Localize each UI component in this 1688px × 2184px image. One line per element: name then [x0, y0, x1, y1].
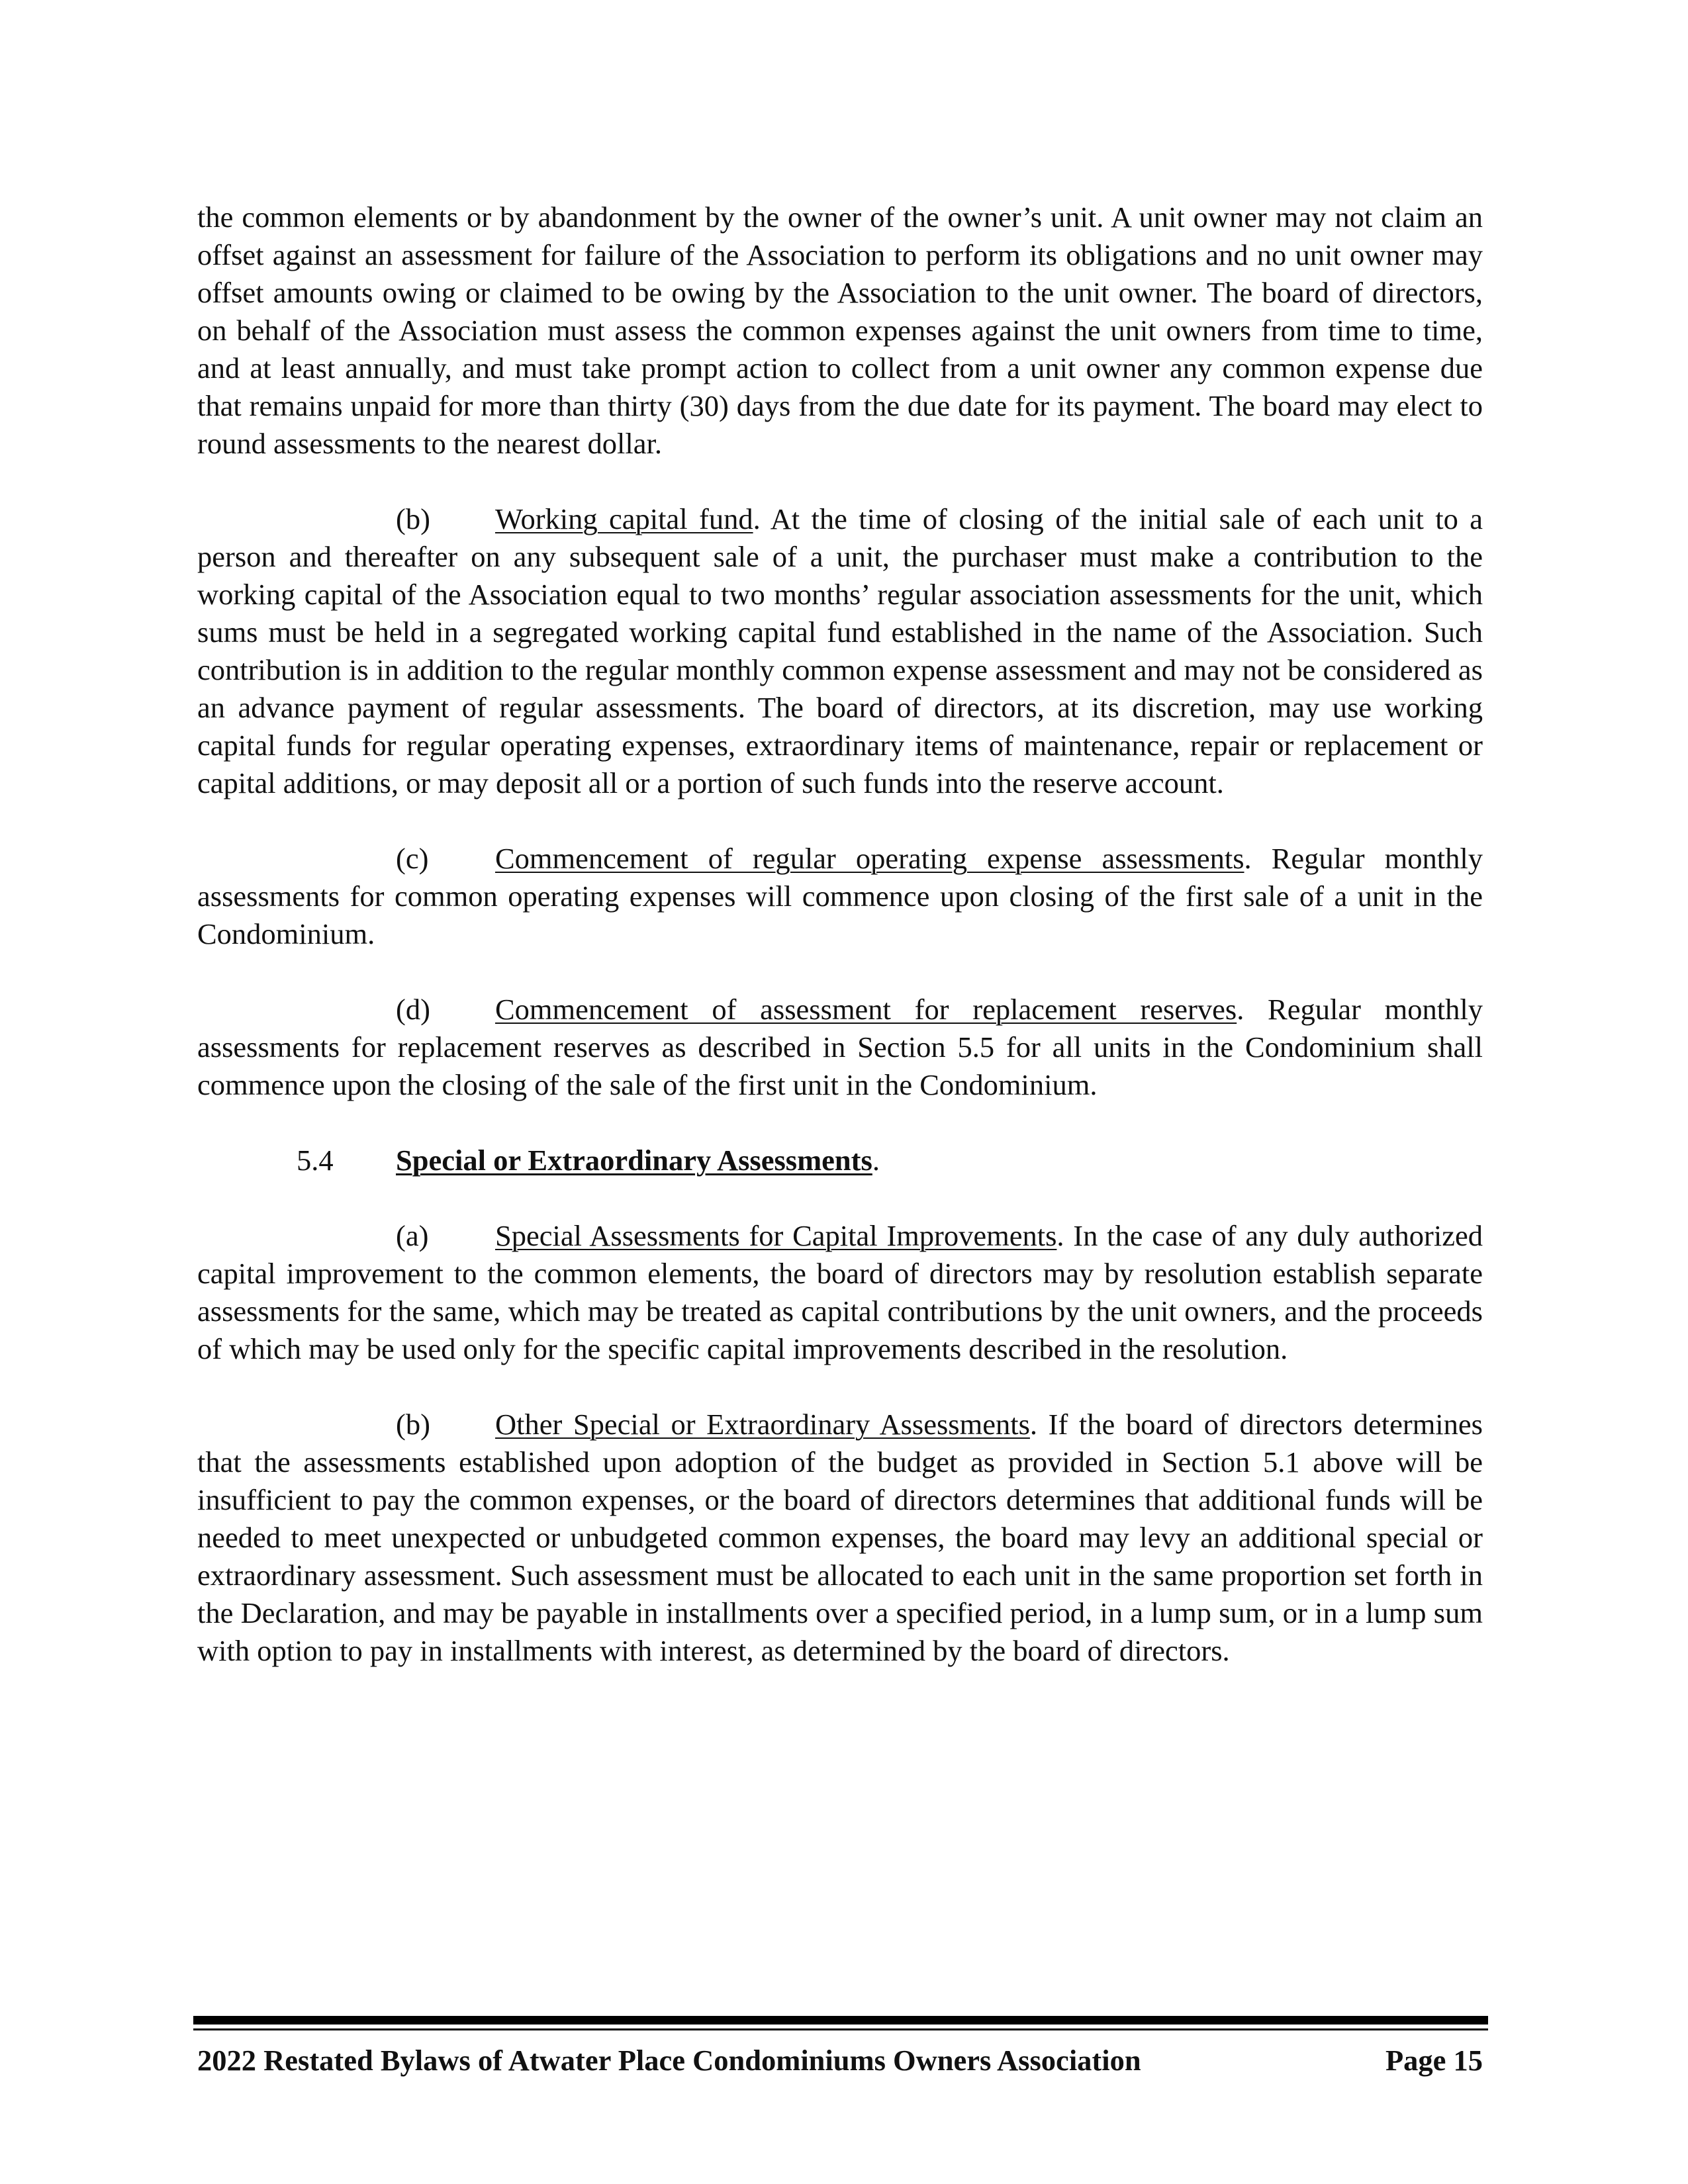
subsection-text: . In the case of any duly authorized capital improvement to the common elements, the board of directors may by resolution establish separate assessments for the same, which may be treated as capital contributions by the unit owners, and the proceeds of which may be used only for the specific capital improvements described in the resolution.: [197, 1219, 1483, 1365]
section-title: Special or Extraordinary Assessments: [396, 1144, 872, 1177]
document-page: [197, 199, 1483, 1670]
page-number: Page 15: [1385, 2044, 1483, 2077]
subsection-text: . Regular monthly assessments for replacement reserves as described in Section 5.5 for all units in the Condominium shall commence upon the closing of the sale of the first unit in the Condominium.: [197, 993, 1483, 1101]
footer-rule-thick: [193, 2016, 1488, 2025]
paragraph-capital-improvements: [197, 1217, 1483, 1368]
footer-title: 2022 Restated Bylaws of Atwater Place Condominiums Owners Association: [197, 2044, 1141, 2077]
enum-label: (b): [396, 1408, 430, 1441]
paragraph-replacement-reserves: [197, 991, 1483, 1104]
subsection-title: Working capital fund: [495, 502, 753, 535]
enum-label: (d): [396, 993, 430, 1026]
paragraph-working-capital-fund: [197, 500, 1483, 802]
paragraph-intro: the common elements or by abandonment by the owner of the owner’s unit. A unit owner may not claim an offset against an assessment for failure of the Association to perform its obligations and no unit owner may offset amounts owing or claimed to be owing by the Association to the unit owner. The board of directors, on behalf of the Association must assess the common expenses against the unit owners from time to time, and at least annually, and must take prompt action to collect from a unit owner any common expense due that remains unpaid for more than thirty (30) days from the due date for its payment. The board may elect to round assessments to the nearest dollar.: [197, 201, 1483, 460]
subsection-title: Commencement of assessment for replacement reserves: [495, 993, 1237, 1026]
subsection-title: Special Assessments for Capital Improvements: [495, 1219, 1057, 1252]
section-number: 5.4: [297, 1144, 334, 1177]
footer-rule-thin: [193, 2028, 1488, 2030]
enum-label: (c): [396, 842, 429, 875]
paragraph-other-special-assessments: [197, 1406, 1483, 1670]
section-heading-5-4: [197, 1142, 1483, 1179]
subsection-text: . If the board of directors determines that the assessments established upon adoption of the budget as provided in Section 5.1 above will be insufficient to pay the common expenses, or the board of directors determines that additional funds will be needed to meet unexpected or unbudgeted common expenses, the board may levy an additional special or extraordinary assessment. Such assessment must be allocated to each unit in the same proportion set forth in the Declaration, and may be payable in installments over a specified period, in a lump sum, or in a lump sum with option to pay in installments with interest, as determined by the board of directors.: [197, 1408, 1483, 1667]
enum-label: (b): [396, 502, 430, 535]
subsection-title: Commencement of regular operating expense assessments: [495, 842, 1244, 875]
subsection-text: . At the time of closing of the initial sale of each unit to a person and thereafter on any subsequent sale of a unit, the purchaser must make a contribution to the working capital of the Association equal to two months’ regular association assessments for the unit, which sums must be held in a segregated working capital fund established in the name of the Association. Such contribution is in addition to the regular monthly common expense assessment and may not be considered as an advance payment of regular assessments. The board of directors, at its discretion, may use working capital funds for regular operating expenses, extraordinary items of maintenance, repair or replacement or capital additions, or may deposit all or a portion of such funds into the reserve account.: [197, 502, 1483, 799]
subsection-text: . Regular monthly assessments for common operating expenses will commence upon closing of the first sale of a unit in the Condominium.: [197, 842, 1483, 950]
page-footer: [197, 2042, 1483, 2079]
paragraph-regular-operating-expense: [197, 840, 1483, 953]
enum-label: (a): [396, 1219, 429, 1252]
section-title-trail: .: [872, 1144, 880, 1177]
subsection-title: Other Special or Extraordinary Assessments: [495, 1408, 1030, 1441]
